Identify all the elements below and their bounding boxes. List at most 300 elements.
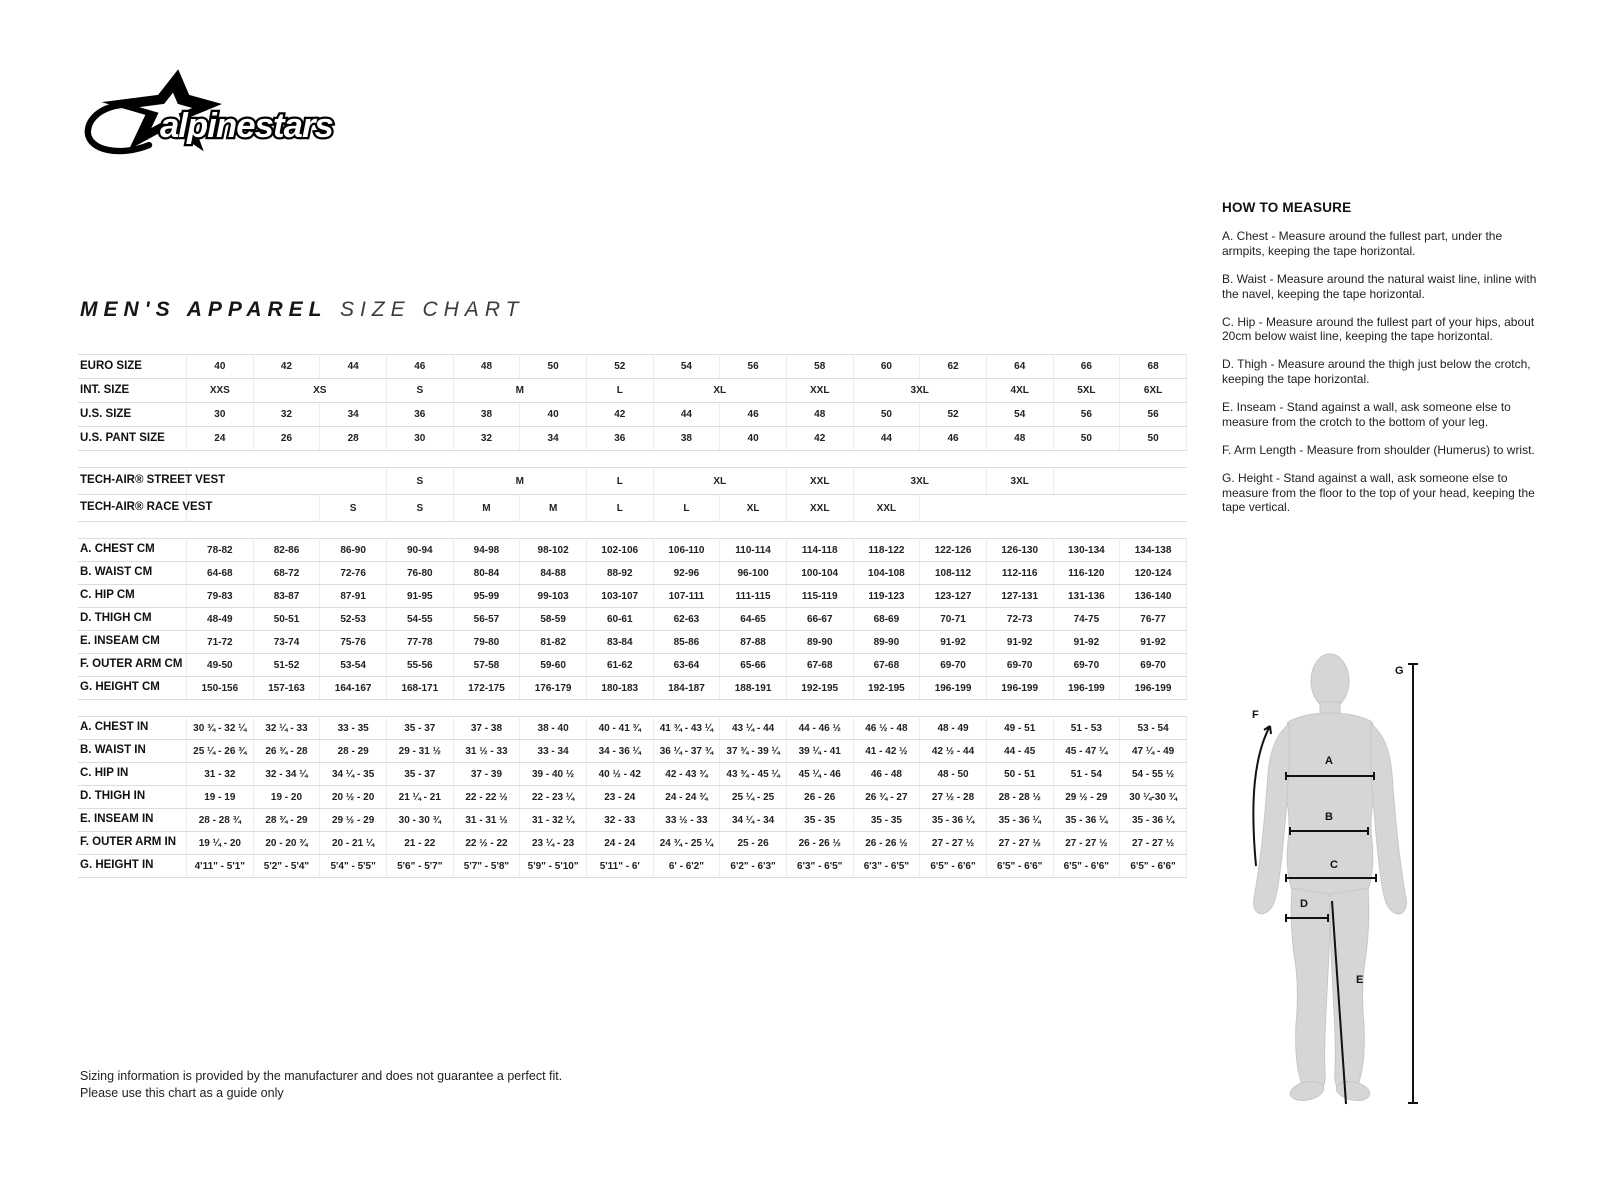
size-cell: 40 bbox=[187, 355, 254, 379]
size-cell: 38 bbox=[653, 427, 720, 451]
table-row bbox=[78, 677, 1187, 700]
size-cell: 66-67 bbox=[786, 608, 853, 631]
size-cell: 68-69 bbox=[853, 608, 920, 631]
size-cell: 62 bbox=[920, 355, 987, 379]
row-label: C. HIP CM bbox=[78, 585, 187, 608]
size-cell: 84-88 bbox=[520, 562, 587, 585]
size-cell: 42 - 43 ¾ bbox=[653, 763, 720, 786]
row-label: C. HIP IN bbox=[78, 763, 187, 786]
size-cell: 24 - 24 ¾ bbox=[653, 786, 720, 809]
size-cell: 196-199 bbox=[920, 677, 987, 700]
measure-item: B. Waist - Measure around the natural waist line, inline with the navel, keeping the tape horizontal. bbox=[1222, 271, 1537, 301]
size-cell: 116-120 bbox=[1053, 562, 1120, 585]
size-cell: XXL bbox=[786, 468, 853, 495]
size-cell: 50 bbox=[520, 355, 587, 379]
size-cell: 54 bbox=[653, 355, 720, 379]
size-cell: 4XL bbox=[986, 379, 1053, 403]
size-cell: 64-68 bbox=[187, 562, 254, 585]
size-cell: 120-124 bbox=[1120, 562, 1187, 585]
size-cell: XXS bbox=[187, 379, 254, 403]
size-cell: 6'5" - 6'6" bbox=[1120, 855, 1187, 878]
size-cell: 43 ¼ - 44 bbox=[720, 717, 787, 740]
page-title bbox=[80, 298, 524, 322]
size-cell: 71-72 bbox=[187, 631, 254, 654]
size-cell: 47 ¼ - 49 bbox=[1120, 740, 1187, 763]
size-cell: 168-171 bbox=[386, 677, 453, 700]
size-cell: 35 - 37 bbox=[386, 717, 453, 740]
size-cell: 59-60 bbox=[520, 654, 587, 677]
size-cell: 22 - 23 ¼ bbox=[520, 786, 587, 809]
size-cell: 56 bbox=[1120, 403, 1187, 427]
size-cell: 88-92 bbox=[586, 562, 653, 585]
page-title-sub: SIZE CHART bbox=[339, 298, 525, 321]
row-label: G. HEIGHT IN bbox=[78, 855, 187, 878]
size-cell: 46 ½ - 48 bbox=[853, 717, 920, 740]
size-cell: 40 bbox=[720, 427, 787, 451]
size-cell: 52 bbox=[920, 403, 987, 427]
size-cell: 35 - 37 bbox=[386, 763, 453, 786]
size-cell: 130-134 bbox=[1053, 539, 1120, 562]
measure-list bbox=[1222, 229, 1544, 515]
size-cell: 96-100 bbox=[720, 562, 787, 585]
row-label: A. CHEST IN bbox=[78, 717, 187, 740]
size-cell: 69-70 bbox=[1053, 654, 1120, 677]
size-cell: 83-84 bbox=[586, 631, 653, 654]
size-cell: 28 bbox=[320, 427, 387, 451]
size-cell: 53 - 54 bbox=[1120, 717, 1187, 740]
row-label: U.S. SIZE bbox=[78, 403, 187, 427]
table-row bbox=[78, 809, 1187, 832]
size-cell: 21 ¼ - 21 bbox=[386, 786, 453, 809]
size-cell: S bbox=[386, 495, 453, 522]
size-cell: 107-111 bbox=[653, 585, 720, 608]
size-cell: 58-59 bbox=[520, 608, 587, 631]
disclaimer bbox=[80, 1068, 562, 1102]
size-cell: 73-74 bbox=[253, 631, 320, 654]
size-cell: 42 bbox=[253, 355, 320, 379]
alpinestars-logo bbox=[76, 62, 368, 166]
size-cell: 28 - 28 ½ bbox=[986, 786, 1053, 809]
size-cell: 6'5" - 6'6" bbox=[986, 855, 1053, 878]
size-cell: 36 bbox=[586, 427, 653, 451]
size-cell: 91-92 bbox=[1120, 631, 1187, 654]
size-cell: 35 - 36 ¼ bbox=[920, 809, 987, 832]
size-cell: M bbox=[453, 379, 586, 403]
size-cell: 5XL bbox=[1053, 379, 1120, 403]
size-cell: 42 bbox=[786, 427, 853, 451]
size-cell: 3XL bbox=[853, 379, 986, 403]
size-cell: 24 ¾ - 25 ¼ bbox=[653, 832, 720, 855]
size-cell: 37 ¾ - 39 ¼ bbox=[720, 740, 787, 763]
measure-item: G. Height - Stand against a wall, ask someone else to measure from the floor to the top of your head, keeping the tape vertical. bbox=[1222, 470, 1535, 515]
size-cell: M bbox=[453, 495, 520, 522]
size-cell: 180-183 bbox=[586, 677, 653, 700]
size-cell: 6XL bbox=[1120, 379, 1187, 403]
row-label: E. INSEAM CM bbox=[78, 631, 187, 654]
size-cell: 27 - 27 ½ bbox=[920, 832, 987, 855]
size-cell: 56-57 bbox=[453, 608, 520, 631]
size-cell: 49-50 bbox=[187, 654, 254, 677]
size-cell: 44 bbox=[320, 355, 387, 379]
size-cell: 50 bbox=[1120, 427, 1187, 451]
size-cell: 64-65 bbox=[720, 608, 787, 631]
size-cell: 25 ¼ - 25 bbox=[720, 786, 787, 809]
size-cell: 77-78 bbox=[386, 631, 453, 654]
size-cell: 26 - 26 ½ bbox=[853, 832, 920, 855]
size-cell: 100-104 bbox=[786, 562, 853, 585]
size-cell: 82-86 bbox=[253, 539, 320, 562]
size-cell: 31 - 32 ¼ bbox=[520, 809, 587, 832]
size-cell: XS bbox=[253, 379, 386, 403]
size-cell: 6' - 6'2" bbox=[653, 855, 720, 878]
size-cell: 48 bbox=[786, 403, 853, 427]
size-cell: 108-112 bbox=[920, 562, 987, 585]
size-cell: 68-72 bbox=[253, 562, 320, 585]
size-cell: 32 bbox=[253, 403, 320, 427]
size-cell: 114-118 bbox=[786, 539, 853, 562]
row-label: TECH-AIR® STREET VEST bbox=[78, 468, 187, 495]
size-cell: 36 ¼ - 37 ¾ bbox=[653, 740, 720, 763]
size-cell: S bbox=[320, 495, 387, 522]
size-cell: 46 - 48 bbox=[853, 763, 920, 786]
size-cell: 39 ¼ - 41 bbox=[786, 740, 853, 763]
table-row bbox=[78, 468, 1187, 495]
table-row bbox=[78, 717, 1187, 740]
size-cell: 35 - 36 ¼ bbox=[986, 809, 1053, 832]
table-row bbox=[78, 355, 1187, 379]
size-cell: 46 bbox=[720, 403, 787, 427]
row-label: A. CHEST CM bbox=[78, 539, 187, 562]
size-cell: 42 bbox=[586, 403, 653, 427]
size-cell: 48 bbox=[453, 355, 520, 379]
size-cell: 136-140 bbox=[1120, 585, 1187, 608]
size-cell: 172-175 bbox=[453, 677, 520, 700]
size-cell: 50 bbox=[1053, 427, 1120, 451]
size-cell: 21 - 22 bbox=[386, 832, 453, 855]
size-cell: 64 bbox=[986, 355, 1053, 379]
size-cell: 30 - 30 ¾ bbox=[386, 809, 453, 832]
size-cell: 27 - 27 ½ bbox=[986, 832, 1053, 855]
size-cell: 91-92 bbox=[986, 631, 1053, 654]
size-cell: 28 ¾ - 29 bbox=[253, 809, 320, 832]
label-d: D bbox=[1300, 898, 1308, 910]
size-cell: 44 - 45 bbox=[986, 740, 1053, 763]
size-cell: 53-54 bbox=[320, 654, 387, 677]
size-cell: 35 - 36 ¼ bbox=[1053, 809, 1120, 832]
size-cell: 5'9" - 5'10" bbox=[520, 855, 587, 878]
size-cell: 32 - 33 bbox=[586, 809, 653, 832]
size-cell: 29 ½ - 29 bbox=[1053, 786, 1120, 809]
size-cell: 25 ¼ - 26 ¾ bbox=[187, 740, 254, 763]
size-cell: 74-75 bbox=[1053, 608, 1120, 631]
size-cell: 70-71 bbox=[920, 608, 987, 631]
size-cell: 111-115 bbox=[720, 585, 787, 608]
size-cell: XXL bbox=[853, 495, 920, 522]
size-cell: 69-70 bbox=[920, 654, 987, 677]
size-cell: 86-90 bbox=[320, 539, 387, 562]
size-cell: 26 - 26 bbox=[786, 786, 853, 809]
spacer-row bbox=[78, 451, 1187, 468]
size-cell: 87-91 bbox=[320, 585, 387, 608]
size-cell: 150-156 bbox=[187, 677, 254, 700]
measure-item: F. Arm Length - Measure from shoulder (Humerus) to wrist. bbox=[1222, 442, 1535, 457]
size-cell: 188-191 bbox=[720, 677, 787, 700]
size-cell: 32 ¼ - 33 bbox=[253, 717, 320, 740]
size-cell: 51 - 54 bbox=[1053, 763, 1120, 786]
size-cell: 44 - 46 ½ bbox=[786, 717, 853, 740]
logo-wordmark: alpinestars bbox=[159, 106, 333, 145]
spacer-cell bbox=[78, 700, 1187, 717]
size-cell: 5'2" - 5'4" bbox=[253, 855, 320, 878]
size-cell: 192-195 bbox=[853, 677, 920, 700]
size-cell: 40 bbox=[520, 403, 587, 427]
size-cell: 196-199 bbox=[986, 677, 1053, 700]
row-label: B. WAIST IN bbox=[78, 740, 187, 763]
size-cell: 22 - 22 ½ bbox=[453, 786, 520, 809]
size-cell: 83-87 bbox=[253, 585, 320, 608]
size-cell: 134-138 bbox=[1120, 539, 1187, 562]
table-row bbox=[78, 403, 1187, 427]
size-cell: 40 - 41 ¾ bbox=[586, 717, 653, 740]
size-cell: 31 ½ - 33 bbox=[453, 740, 520, 763]
size-cell: 30 bbox=[386, 427, 453, 451]
size-cell: 75-76 bbox=[320, 631, 387, 654]
size-cell: 103-107 bbox=[586, 585, 653, 608]
size-cell: 44 bbox=[653, 403, 720, 427]
size-cell: 184-187 bbox=[653, 677, 720, 700]
row-label: D. THIGH CM bbox=[78, 608, 187, 631]
size-cell: 23 - 24 bbox=[586, 786, 653, 809]
size-cell: 99-103 bbox=[520, 585, 587, 608]
size-cell: 34 - 36 ¼ bbox=[586, 740, 653, 763]
size-cell: 192-195 bbox=[786, 677, 853, 700]
size-cell: 37 - 39 bbox=[453, 763, 520, 786]
size-cell: 52 bbox=[586, 355, 653, 379]
label-b: B bbox=[1325, 811, 1333, 823]
size-cell: 90-94 bbox=[386, 539, 453, 562]
size-cell: 104-108 bbox=[853, 562, 920, 585]
size-cell: 72-73 bbox=[986, 608, 1053, 631]
size-cell: 66 bbox=[1053, 355, 1120, 379]
size-cell: 26 - 26 ½ bbox=[786, 832, 853, 855]
size-cell: 32 bbox=[453, 427, 520, 451]
size-cell: 56 bbox=[1053, 403, 1120, 427]
size-table bbox=[78, 354, 1187, 878]
table-row bbox=[78, 855, 1187, 878]
how-to-measure-panel bbox=[1222, 200, 1544, 528]
size-cell: 19 ¼ - 20 bbox=[187, 832, 254, 855]
row-label: G. HEIGHT CM bbox=[78, 677, 187, 700]
size-cell: 49 - 51 bbox=[986, 717, 1053, 740]
size-cell: 34 ¼ - 34 bbox=[720, 809, 787, 832]
label-g: G bbox=[1395, 665, 1404, 677]
size-cell: 5'4" - 5'5" bbox=[320, 855, 387, 878]
table-row bbox=[78, 763, 1187, 786]
size-cell: 41 ¾ - 43 ¼ bbox=[653, 717, 720, 740]
size-cell: 27 - 27 ½ bbox=[1053, 832, 1120, 855]
size-cell: 19 - 20 bbox=[253, 786, 320, 809]
size-cell: 3XL bbox=[986, 468, 1053, 495]
size-cell: 29 - 31 ½ bbox=[386, 740, 453, 763]
row-label: U.S. PANT SIZE bbox=[78, 427, 187, 451]
size-cell: 50-51 bbox=[253, 608, 320, 631]
page-title-main: MEN'S APPAREL bbox=[80, 298, 328, 321]
size-cell: 34 ¼ - 35 bbox=[320, 763, 387, 786]
size-cell: 196-199 bbox=[1053, 677, 1120, 700]
size-cell: 89-90 bbox=[786, 631, 853, 654]
size-cell: 50 bbox=[853, 403, 920, 427]
size-cell: 45 - 47 ¼ bbox=[1053, 740, 1120, 763]
size-cell: L bbox=[653, 495, 720, 522]
size-cell: 38 bbox=[453, 403, 520, 427]
size-cell: 80-84 bbox=[453, 562, 520, 585]
label-c: C bbox=[1330, 859, 1338, 871]
size-cell: 35 - 35 bbox=[786, 809, 853, 832]
size-cell: 29 ½ - 29 bbox=[320, 809, 387, 832]
size-cell: 26 ¾ - 27 bbox=[853, 786, 920, 809]
size-cell: 39 - 40 ½ bbox=[520, 763, 587, 786]
size-cell: 54 bbox=[986, 403, 1053, 427]
size-cell: 46 bbox=[920, 427, 987, 451]
disclaimer-line-1: Sizing information is provided by the manufacturer and does not guarantee a perfect fit. bbox=[80, 1069, 563, 1083]
size-cell: 95-99 bbox=[453, 585, 520, 608]
size-cell: 62-63 bbox=[653, 608, 720, 631]
size-cell: 52-53 bbox=[320, 608, 387, 631]
height-line-g bbox=[1408, 664, 1418, 1103]
size-cell: 34 bbox=[520, 427, 587, 451]
row-label: B. WAIST CM bbox=[78, 562, 187, 585]
size-cell: 79-83 bbox=[187, 585, 254, 608]
size-cell: 33 ½ - 33 bbox=[653, 809, 720, 832]
measure-item: E. Inseam - Stand against a wall, ask someone else to measure from the crotch to the bottom of your leg. bbox=[1222, 400, 1511, 429]
table-row bbox=[78, 427, 1187, 451]
row-label: EURO SIZE bbox=[78, 355, 187, 379]
size-cell: 76-77 bbox=[1120, 608, 1187, 631]
size-cell: 20 - 20 ¾ bbox=[253, 832, 320, 855]
size-cell: 6'2" - 6'3" bbox=[720, 855, 787, 878]
size-cell: 164-167 bbox=[320, 677, 387, 700]
size-cell: 67-68 bbox=[786, 654, 853, 677]
table-row bbox=[78, 539, 1187, 562]
size-cell: 44 bbox=[853, 427, 920, 451]
spacer-row bbox=[78, 522, 1187, 539]
size-cell: 20 ½ - 20 bbox=[320, 786, 387, 809]
size-cell: L bbox=[586, 379, 653, 403]
size-cell: 28 - 28 ¾ bbox=[187, 809, 254, 832]
size-cell: 40 ½ - 42 bbox=[586, 763, 653, 786]
size-cell: 60 bbox=[853, 355, 920, 379]
size-cell: 35 - 35 bbox=[853, 809, 920, 832]
table-row bbox=[78, 608, 1187, 631]
size-cell: 27 ½ - 28 bbox=[920, 786, 987, 809]
size-cell: XXL bbox=[786, 495, 853, 522]
size-cell: 28 - 29 bbox=[320, 740, 387, 763]
size-cell: 57-58 bbox=[453, 654, 520, 677]
size-cell: 46 bbox=[386, 355, 453, 379]
size-cell: 31 - 32 bbox=[187, 763, 254, 786]
size-cell: 127-131 bbox=[986, 585, 1053, 608]
size-cell: 43 ¾ - 45 ¼ bbox=[720, 763, 787, 786]
size-cell: 36 bbox=[386, 403, 453, 427]
size-cell: 81-82 bbox=[520, 631, 587, 654]
size-cell: 123-127 bbox=[920, 585, 987, 608]
row-label: F. OUTER ARM CM bbox=[78, 654, 187, 677]
size-cell: 27 - 27 ½ bbox=[1120, 832, 1187, 855]
size-cell: 26 ¾ - 28 bbox=[253, 740, 320, 763]
size-cell: 115-119 bbox=[786, 585, 853, 608]
size-table-body bbox=[78, 355, 1187, 878]
size-cell: 54 - 55 ½ bbox=[1120, 763, 1187, 786]
disclaimer-line-2: Please use this chart as a guide only bbox=[80, 1085, 284, 1100]
size-cell: 119-123 bbox=[853, 585, 920, 608]
size-cell: 65-66 bbox=[720, 654, 787, 677]
size-cell: 131-136 bbox=[1053, 585, 1120, 608]
size-cell: 5'7" - 5'8" bbox=[453, 855, 520, 878]
size-cell: 76-80 bbox=[386, 562, 453, 585]
size-cell: 56 bbox=[720, 355, 787, 379]
size-cell: 92-96 bbox=[653, 562, 720, 585]
size-cell: 4'11" - 5'1" bbox=[187, 855, 254, 878]
size-cell: 118-122 bbox=[853, 539, 920, 562]
size-cell: 20 - 21 ¼ bbox=[320, 832, 387, 855]
size-cell: 41 - 42 ½ bbox=[853, 740, 920, 763]
size-cell: 23 ¼ - 23 bbox=[520, 832, 587, 855]
size-cell: 63-64 bbox=[653, 654, 720, 677]
size-cell: 6'3" - 6'5" bbox=[786, 855, 853, 878]
size-cell: 176-179 bbox=[520, 677, 587, 700]
row-label: TECH-AIR® RACE VEST bbox=[78, 495, 187, 522]
size-cell: 61-62 bbox=[586, 654, 653, 677]
size-cell: 110-114 bbox=[720, 539, 787, 562]
size-cell: 54-55 bbox=[386, 608, 453, 631]
row-label: INT. SIZE bbox=[78, 379, 187, 403]
size-cell: 5'11" - 6' bbox=[586, 855, 653, 878]
size-cell bbox=[920, 495, 1187, 522]
size-cell: 30 bbox=[187, 403, 254, 427]
table-row bbox=[78, 786, 1187, 809]
measure-heading: HOW TO MEASURE bbox=[1222, 200, 1352, 215]
size-cell: 6'5" - 6'6" bbox=[920, 855, 987, 878]
size-cell: 50 - 51 bbox=[986, 763, 1053, 786]
size-cell: 69-70 bbox=[986, 654, 1053, 677]
size-cell: 24 - 24 bbox=[586, 832, 653, 855]
label-a: A bbox=[1325, 755, 1333, 767]
label-e: E bbox=[1356, 974, 1364, 986]
table-row bbox=[78, 379, 1187, 403]
size-cell: 42 ½ - 44 bbox=[920, 740, 987, 763]
size-cell: 32 - 34 ¼ bbox=[253, 763, 320, 786]
size-cell: 6'5" - 6'6" bbox=[1053, 855, 1120, 878]
table-row bbox=[78, 585, 1187, 608]
size-cell: 67-68 bbox=[853, 654, 920, 677]
table-row bbox=[78, 631, 1187, 654]
size-cell: 122-126 bbox=[920, 539, 987, 562]
spacer-cell bbox=[78, 451, 1187, 468]
table-row bbox=[78, 654, 1187, 677]
body-measurement-diagram bbox=[1228, 626, 1428, 1110]
size-cell: 3XL bbox=[853, 468, 986, 495]
size-cell: 33 - 34 bbox=[520, 740, 587, 763]
size-cell: S bbox=[386, 379, 453, 403]
size-cell: 112-116 bbox=[986, 562, 1053, 585]
size-cell: 58 bbox=[786, 355, 853, 379]
size-cell: 126-130 bbox=[986, 539, 1053, 562]
size-cell: 69-70 bbox=[1120, 654, 1187, 677]
size-cell: 33 - 35 bbox=[320, 717, 387, 740]
size-cell: 91-95 bbox=[386, 585, 453, 608]
size-cell: 30 ¼-30 ¾ bbox=[1120, 786, 1187, 809]
row-label: E. INSEAM IN bbox=[78, 809, 187, 832]
